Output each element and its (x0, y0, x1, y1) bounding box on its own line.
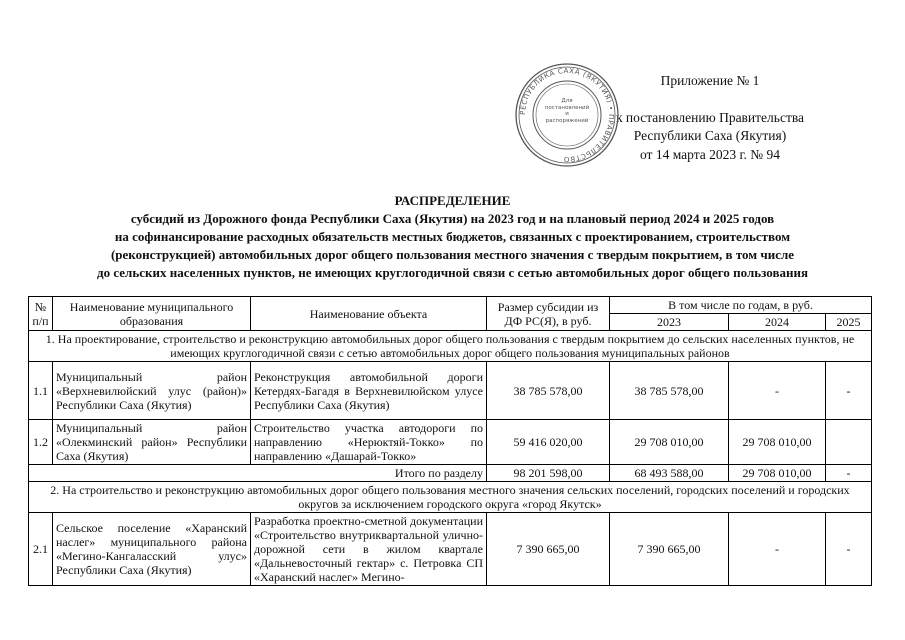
total-2023: 68 493 588,00 (610, 465, 729, 482)
row-2025: - (826, 362, 872, 420)
total-label: Итого по разделу (29, 465, 487, 482)
row-amount: 7 390 665,00 (487, 513, 610, 586)
subsidy-distribution-table (28, 296, 872, 586)
row-2023: 38 785 578,00 (610, 362, 729, 420)
header-object: Наименование объекта (251, 297, 487, 331)
header-by-years: В том числе по годам, в руб. (610, 297, 872, 314)
heading-line-3: (реконструкцией) автомобильных дорог общего пользования местного значения с твердым покрытием, в том числе (110, 247, 795, 262)
row-municipality: Муниципальный район «Верхневилюйский улус (район)» Республики Саха (Якутия) (53, 362, 251, 420)
appendix-date-line: от 14 марта 2023 г. № 94 (639, 146, 781, 162)
heading-line-4: до сельских населенных пунктов, не имеющих круглогодичной связи с сетью автомобильных дорог общего пользования (97, 265, 808, 280)
row-amount: 59 416 020,00 (487, 420, 610, 465)
seal-inner-text: Для постановлений и распоряжений (544, 98, 590, 124)
section-2-title-row (29, 482, 872, 513)
row-object: Разработка проектно-сметной документации «Строительство внутриквартальной улично-дорожной сети в жилом квартале «Дальневосточный гектар» с. Петровка СП «Харанский наслег» Мегино- (251, 513, 487, 586)
table-row (29, 420, 872, 465)
table-row (29, 513, 872, 586)
row-municipality: Сельское поселение «Харанский наслег» муниципального района «Мегино-Кангаласский улус» Республики Саха (Якутия) (53, 513, 251, 586)
row-2024: - (729, 362, 826, 420)
header-num: № п/п (29, 297, 53, 331)
row-2024: - (729, 513, 826, 586)
section-1-title-row (29, 331, 872, 362)
header-2023: 2023 (610, 314, 729, 331)
heading-line-1: субсидий из Дорожного фонда Республики Саха (Якутия) на 2023 год и на плановый период 2024 и 2025 годов (130, 211, 775, 226)
row-2024: 29 708 010,00 (729, 420, 826, 465)
row-municipality: Муниципальный район «Олекминский район» Республики Саха (Якутия) (53, 420, 251, 465)
table-row (29, 362, 872, 420)
section-2-title: 2. На строительство и реконструкцию автомобильных дорог общего пользования местного значения сельских поселений, городских поселений и городских округов за исключением городского округа «город Якутск» (29, 482, 872, 513)
header-municipality: Наименование муниципального образования (53, 297, 251, 331)
appendix-republic-line: Республики Саха (Якутия) (633, 128, 787, 143)
header-2025: 2025 (826, 314, 872, 331)
row-object: Реконструкция автомобильной дороги Кетердях-Багадя в Верхневилюйском улусе Республики Саха (Якутия) (251, 362, 487, 420)
total-2024: 29 708 010,00 (729, 465, 826, 482)
appendix-decree-line: к постановлению Правительства (615, 109, 805, 125)
row-amount: 38 785 578,00 (487, 362, 610, 420)
header-amount: Размер субсидии из ДФ РС(Я), в руб. (487, 297, 610, 331)
appendix-title: Приложение № 1 (660, 73, 760, 88)
row-2025 (826, 420, 872, 465)
row-num: 2.1 (29, 513, 53, 586)
row-2023: 7 390 665,00 (610, 513, 729, 586)
heading-title: РАСПРЕДЕЛЕНИЕ (394, 193, 511, 208)
section-1-total-row (29, 465, 872, 482)
row-object: Строительство участка автодороги по направлению «Нерюктяй-Токко» по направлению «Дашарай-Токко» (251, 420, 487, 465)
total-2025: - (826, 465, 872, 482)
heading-line-2: на софинансирование расходных обязательств местных бюджетов, связанных с проектированием, строительством (114, 229, 791, 244)
document-heading (0, 192, 905, 282)
total-amount: 98 201 598,00 (487, 465, 610, 482)
official-seal-stamp (514, 62, 620, 168)
section-1-title: 1. На проектирование, строительство и реконструкцию автомобильных дорог общего пользования с твердым покрытием до сельских населенных пунктов, не имеющих круглогодичной связи с сетью автомобильных дорог общего пользования муниципальных районов (29, 331, 872, 362)
header-2024: 2024 (729, 314, 826, 331)
row-2023: 29 708 010,00 (610, 420, 729, 465)
row-num: 1.1 (29, 362, 53, 420)
row-num: 1.2 (29, 420, 53, 465)
seal-outer-text: РЕСПУБЛИКА САХА (ЯКУТИЯ) • ПРАВИТЕЛЬСТВО (518, 66, 616, 164)
row-2025: - (826, 513, 872, 586)
